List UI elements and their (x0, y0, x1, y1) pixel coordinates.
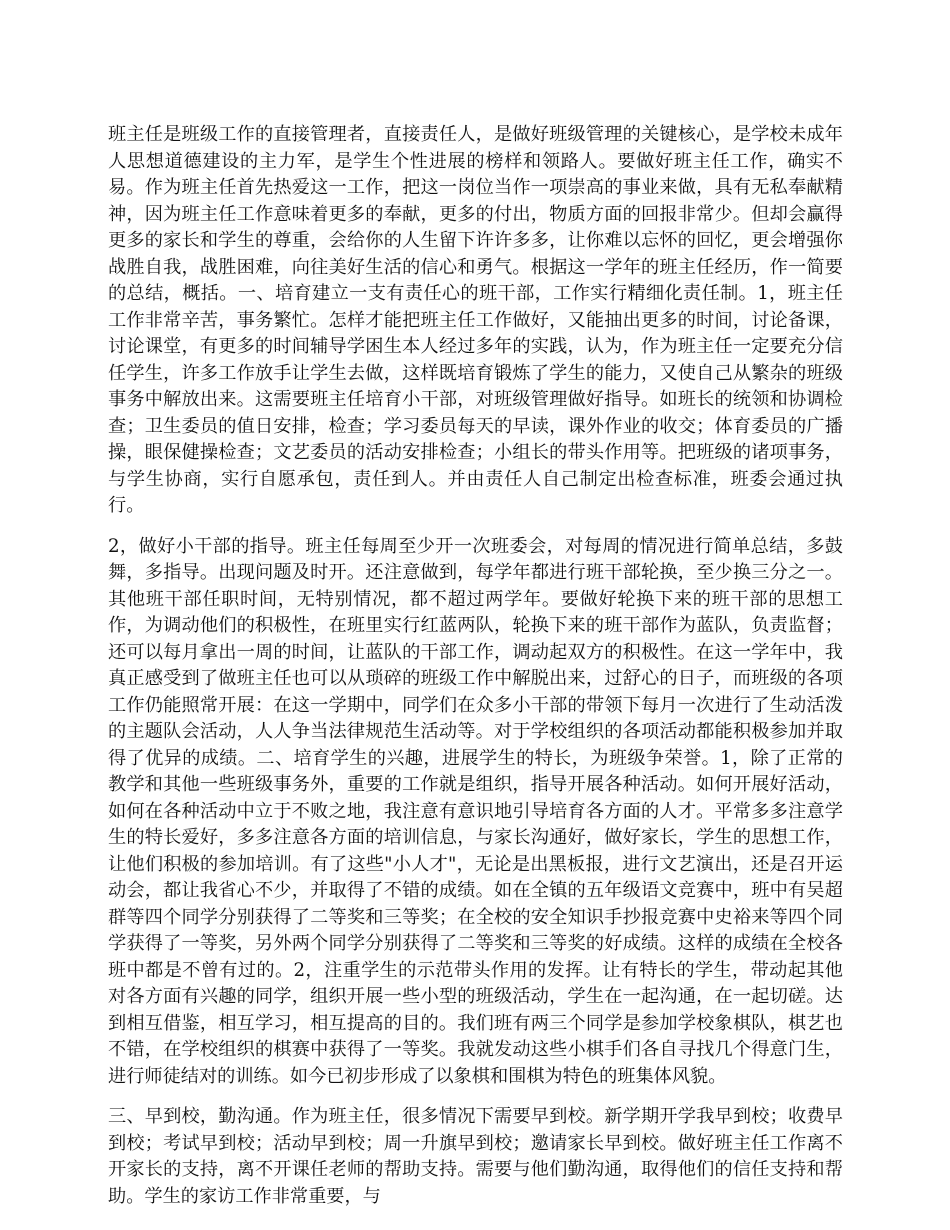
document-body (108, 122, 843, 1224)
paragraph-2: 2，做好小干部的指导。班主任每周至少开一次班委会，对每周的情况进行简单总结，多鼓舞，多指导。出现问题及时开。还注意做到，每学年都进行班干部轮换，至少换三分之一。其他班干部任职时间，无特别情况，都不超过两学年。要做好轮换下来的班干部的思想工作，为调动他们的积极性，在班里实行红蓝两队，轮换下来的班干部作为蓝队，负责监督；还可以每月拿出一周的时间，让蓝队的干部工作，调动起双方的积极性。在这一学年中，我真正感受到了做班主任也可以从琐碎的班级工作中解脱出来，过舒心的日子，而班级的各项工作仍能照常开展：在这一学期中，同学们在众多小干部的带领下每月一次进行了生动活泼的主题队会活动，人人争当法律规范生活动等。对于学校组织的各项活动都能积极参加并取得了优异的成绩。二、培育学生的兴趣，进展学生的特长，为班级争荣誉。1，除了正常的教学和其他一些班级事务外，重要的工作就是组织，指导开展各种活动。如何开展好活动，如何在各种活动中立于不败之地，我注意有意识地引导培育各方面的人才。平常多多注意学生的特长爱好，多多注意各方面的培训信息，与家长沟通好，做好家长，学生的思想工作，让他们积极的参加培训。有了这些"小人才"，无论是出黑板报，进行文艺演出，还是召开运动会，都让我省心不少，并取得了不错的成绩。如在全镇的五年级语文竞赛中，班中有吴超群等四个同学分别获得了二等奖和三等奖；在全校的安全知识手抄报竞赛中史裕来等四个同学获得了一等奖，另外两个同学分别获得了二等奖和三等奖的好成绩。这样的成绩在全校各班中都是不曾有过的。2，注重学生的示范带头作用的发挥。让有特长的学生，带动起其他对各方面有兴趣的同学，组织开展一些小型的班级活动，学生在一起沟通，在一起切磋。达到相互借鉴，相互学习，相互提高的目的。我们班有两三个同学是参加学校象棋队，棋艺也不错，在学校组织的棋赛中获得了一等奖。我就发动这些小棋手们各自寻找几个得意门生，进行师徒结对的训练。如今已初步形成了以象棋和围棋为特色的班集体风貌。 (108, 535, 843, 1087)
paragraph-1: 班主任是班级工作的直接管理者，直接责任人，是做好班级管理的关键核心，是学校未成年人思想道德建设的主力军，是学生个性进展的榜样和领路人。要做好班主任工作，确实不易。作为班主任首先热爱这一工作，把这一岗位当作一项崇高的事业来做，具有无私奉献精神，因为班主任工作意味着更多的奉献，更多的付出，物质方面的回报非常少。但却会赢得更多的家长和学生的尊重，会给你的人生留下许许多多，让你难以忘怀的回忆，更会增强你战胜自我，战胜困难，向往美好生活的信心和勇气。根据这一学年的班主任经历，作一简要的总结，概括。一、培育建立一支有责任心的班干部，工作实行精细化责任制。1，班主任工作非常辛苦，事务繁忙。怎样才能把班主任工作做好，又能抽出更多的时间，讨论备课，讨论课堂，有更多的时间辅导学困生本人经过多年的实践，认为，作为班主任一定要充分信任学生，许多工作放手让学生去做，这样既培育锻炼了学生的能力，又使自己从繁杂的班级事务中解放出来。这需要班主任培育小干部，对班级管理做好指导。如班长的统领和协调检查；卫生委员的值日安排，检查；学习委员每天的早读，课外作业的收交；体育委员的广播操，眼保健操检查；文艺委员的活动安排检查；小组长的带头作用等。把班级的诸项事务，与学生协商，实行自愿承包，责任到人。并由责任人自己制定出检查标准，班委会通过执行。 (108, 124, 843, 516)
paragraph-3: 三、早到校，勤沟通。作为班主任，很多情况下需要早到校。新学期开学我早到校；收费早到校；考试早到校；活动早到校；周一升旗早到校；邀请家长早到校。做好班主任工作离不开家长的支持，离不开课任老师的帮助支持。需要与他们勤沟通，取得他们的信任支持和帮助。学生的家访工作非常重要，与 (108, 1106, 843, 1207)
